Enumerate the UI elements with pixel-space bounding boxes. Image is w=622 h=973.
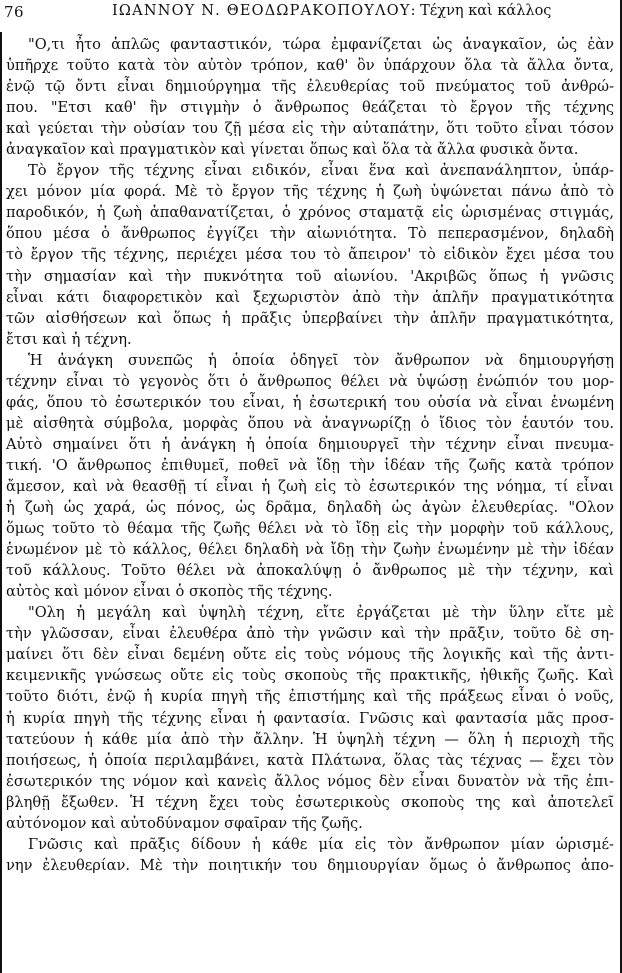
text-line: βληθῇ ἔξωθεν. Ἡ τέχνη ἔχει τοὺς ἐσωτερικοὺς σκοποὺς της καὶ ἀποτελεῖ (6, 793, 614, 811)
text-line: ἐσωτερικόν της νόμον καὶ κανεὶς ἄλλος νόμος δὲν εἶναι δυνατὸν νὰ τῆς ἐπι- (6, 772, 614, 790)
running-head-separator: : (410, 3, 416, 19)
page-number: 76 (4, 3, 25, 21)
text-line: ἑνωμένον μὲ τὸ κάλλος, θέλει δηλαδὴ νὰ ἴδῃ τὴν ζωὴν ἑνωμένην μὲ τὴν ἰδέαν (6, 541, 614, 559)
text-line: κειμενικῆς γνώσεως οὔτε εἰς τοὺς σκοποὺς τῆς πρακτικῆς, ἠθικῆς ζωῆς. Καὶ (6, 667, 614, 685)
text-line: ὅπου μέσα ὁ ἄνθρωπος ἐγγίζει τὴν αἰωνιότητα. Τὸ πεπερασμένον, δηλαδὴ (6, 225, 614, 243)
text-line: νην ἐλευθερίαν. Μὲ τὴν ποιητικήν του δημιουργίαν ὅμως ὁ ἄνθρωπος ἀπο- (6, 856, 614, 874)
text-line: τοῦ κάλλους. Τοῦτο θέλει νὰ ἀποκαλύψῃ ὁ ἄνθρωπος μὲ τὴν τέχνην, καὶ (6, 562, 614, 580)
text-line: ἔτσι καὶ ἡ τέχνη. (6, 330, 132, 348)
text-line: Αὐτὸ σημαίνει ὅτι ἡ ἀνάγκη ἡ ὁποία δημιουργεῖ τὴν τέχνην εἶναι πνευμα- (6, 435, 614, 453)
text-line: Γνῶσις καὶ πρᾶξις δίδουν ἡ κάθε μία εἰς τὸν ἄνθρωπον μίαν ὡρισμέ- (28, 835, 614, 853)
text-line: ἡ ζωὴ ὡς χαρά, ὡς πόνος, ὡς δρᾶμα, δηλαδὴ ὡς ἀγὼν ἐλευθερίας. "Ολον (6, 499, 614, 517)
text-line: εἶναι κάτι διαφορετικὸν καὶ ξεχωριστὸν ἀπὸ τὴν ἁπλῆν πραγματικότητα (6, 288, 614, 306)
text-line: τὴν σημασίαν καὶ τὴν πυκνότητα τοῦ αἰωνίου. 'Ακριβῶς ὅπως ἡ γνῶσις (6, 267, 614, 285)
running-head (112, 3, 551, 19)
text-line: τῶν αἰσθήσεων καὶ ὅπως ἡ πρᾶξις ὑπερβαίνει τὴν ἁπλῆν πραγματικότητα, (6, 309, 614, 327)
text-line: τατεύουν ἡ κάθε μία ἀπὸ τὴν ἄλλην. Ἡ ὑψηλὴ τέχνη — ὅλη ἡ περιοχὴ τῆς (6, 730, 614, 748)
text-line: τοῦτο διότι, ἐνῷ ἡ κυρία πηγὴ τῆς ἐπιστήμης καὶ τῆς πράξεως εἶναι ὁ νοῦς, (6, 688, 614, 706)
text-line: ἀναγκαῖον καὶ πραγματικὸν καὶ γίνεται ὅπως καὶ ὅλα τὰ ἄλλα φυσικὰ ὄντα. (6, 141, 579, 159)
text-line: ὅμως τοῦτο τὸ θέαμα τῆς ζωῆς θέλει νὰ τὸ ἴδῃ εἰς τὴν μορφὴν τοῦ κάλλους, (6, 520, 614, 538)
text-line: παροδικόν, ἡ ζωὴ ἀπαθανατίζεται, ὁ χρόνος σταματᾷ εἰς ὡρισμένας στιγμάς, (6, 204, 614, 222)
text-line: ὑπῆρχε τοῦτο κατὰ τὸν αὐτὸν τρόπον, καθ' ὃν ὑπάρχουν ὅλα τὰ ἄλλα ὄντα, (6, 57, 614, 75)
text-line: Ἡ ἀνάγκη συνεπῶς ἡ ὁποία ὁδηγεῖ τὸν ἄνθρωπον νὰ δημιουργήσῃ (28, 351, 614, 369)
text-line: ἐνῷ τῷ ὄντι εἶναι δημιούργημα τῆς ἐλευθερίας τοῦ πνεύματος τοῦ ἀνθρώ- (6, 78, 614, 96)
text-line: αὐτὸς καὶ μόνον εἶναι ὁ σκοπὸς τῆς τέχνης. (6, 583, 333, 601)
left-margin-rule (0, 32, 2, 973)
text-line: ἡ κυρία πηγὴ τῆς τέχνης εἶναι ἡ φαντασία. Γνῶσις καὶ φαντασία μᾶς προσ- (6, 709, 614, 727)
text-line: τὸ ἔργον τῆς τέχνης, περιέχει μέσα του τὸ ἄπειρον' τὸ εἰδικὸν ἔχει μέσα του (6, 246, 614, 264)
text-line: "Ολη ἡ μεγάλη καὶ ὑψηλὴ τέχνη, εἴτε ἐργάζεται μὲ τὴν ὕλην εἴτε μὲ (28, 604, 614, 622)
text-line: τέχνην εἶναι τὸ γεγονὸς ὅτι ὁ ἄνθρωπος θέλει νὰ ὑψώσῃ ἐνώπιόν του μορ- (6, 372, 614, 390)
text-line: χει μόνον μία φορά. Μὲ τὸ ἔργον τῆς τέχνης ἡ ζωὴ ὑψώνεται πάνω ἀπὸ τὸ (6, 183, 614, 201)
text-line: αὐτόνομον καὶ αὐτοδύναμον σφαῖραν τῆς ζωῆς. (6, 814, 363, 832)
text-line: "Ο,τι ἦτο ἁπλῶς φανταστικόν, τώρα ἐμφανίζεται ὡς ἀναγκαῖον, ὡς ἐὰν (28, 36, 614, 53)
text-line: που. "Ετσι καθ' ἣν στιγμὴν ὁ ἄνθρωπος θεάζεται τὸ ἔργον τῆς τέχνης (6, 99, 614, 117)
text-line: τική. 'Ο ἄνθρωπος ἐπιθυμεῖ, ποθεῖ νὰ ἴδῃ τὴν ἰδέαν τῆς ζωῆς κατὰ τρόπον (6, 456, 614, 474)
running-head-title: Τέχνη καὶ κάλλος (420, 3, 552, 19)
text-line: Τὸ ἔργον τῆς τέχνης εἶναι ειδικόν, εἶναι ἕνα καὶ ἀνεπανάληπτον, ὑπάρ- (28, 162, 614, 180)
text-line: καὶ γεύεται τὴν οὐσίαν του ζῇ μέσα εἰς τὴν αὐταπάτην, ὅτι τοῦτο εἶναι τόσον (6, 120, 614, 138)
text-line: μαίνει ὅτι δὲν εἶναι δεμένη οὔτε εἰς τοὺς νόμους τῆς λογικῆς καὶ τῆς ἀντι- (6, 646, 614, 664)
text-line: ποιήσεως, ἡ ὁποία περιλαμβάνει, κατὰ Πλάτωνα, ὅλας τὰς τέχνας — ἔχει τὸν (6, 751, 614, 769)
body-text (6, 34, 614, 876)
text-line: ἄμεσον, καὶ νὰ θεασθῇ τί εἶναι ἡ ζωὴ εἰς τὸ ἐσωτερικόν της νόημα, τί εἶναι (6, 477, 614, 495)
text-line: τὴν γλῶσσαν, εἶναι ἐλευθέρα ἀπὸ τὴν γνῶσιν καὶ τὴν πρᾶξιν, τοῦτο δὲ ση- (6, 625, 614, 643)
running-head-author: ΙΩΑΝΝΟΥ Ν. ΘΕΟΔΩΡΑΚΟΠΟΥΛΟΥ (112, 3, 411, 19)
text-line: φάς, ὅπου τὸ ἐσωτερικόν του εἶναι, ἡ ἐσωτερική του οὐσία νὰ εἶναι ἑνωμένη (6, 393, 614, 411)
text-line: μὲ αἰσθητὰ σύμβολα, μορφὰς ὅπου νὰ ἀναγνωρίζῃ ὁ ἴδιος τὸν ἑαυτόν του. (6, 414, 614, 432)
page-header (0, 0, 622, 32)
